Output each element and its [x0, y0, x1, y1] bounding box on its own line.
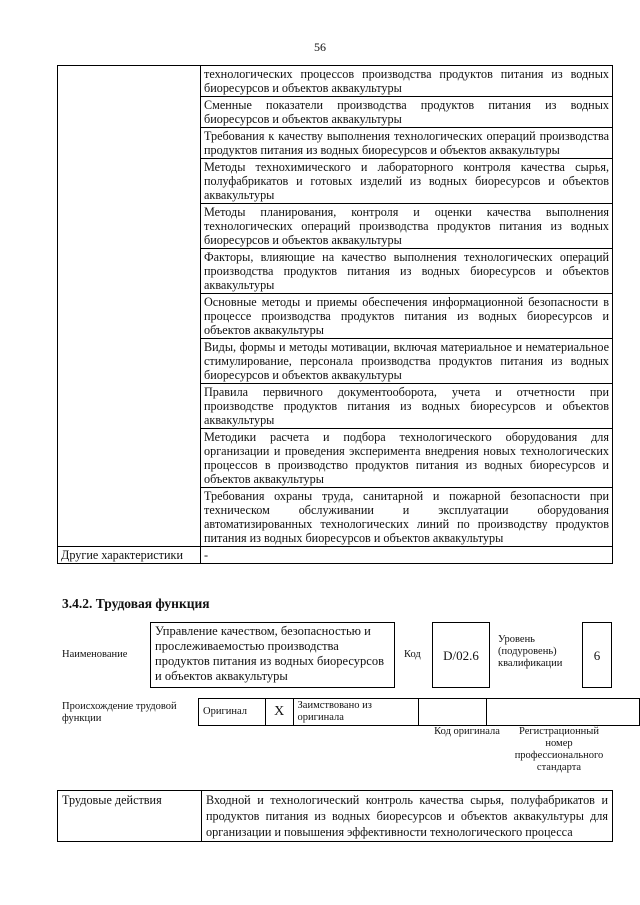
origin-reg-cell	[487, 699, 640, 726]
origin-code-cell	[419, 699, 487, 726]
code-label: Код	[404, 649, 421, 660]
knowledge-item: Требования к качеству выполнения технологических операций производства продуктов питания из водных биоресурсов и объектов аквакультуры	[201, 128, 613, 159]
knowledge-item: Правила первичного документооборота, учета и отчетности при производстве продуктов питания из водных биоресурсов и объектов аквакультуры	[201, 384, 613, 429]
actions-table	[57, 790, 613, 842]
knowledge-table	[57, 65, 613, 564]
section-title: 3.4.2. Трудовая функция	[62, 596, 210, 611]
knowledge-item: Методы технохимического и лабораторного контроля качества сырья, полуфабрикатов и готовых изделий из водных биоресурсов и объектов аквакультуры	[201, 159, 613, 204]
knowledge-label-cell	[58, 66, 201, 547]
original-mark: X	[265, 699, 293, 726]
function-level-box: 6	[582, 622, 612, 688]
knowledge-item: Требования охраны труда, санитарной и пожарной безопасности при техническом обслуживании и эксплуатации оборудования автоматизированных технологических линий по производству продуктов питания из водных биоресурсов и объектов аквакультуры	[201, 488, 613, 547]
knowledge-item: технологических процессов производства продуктов питания из водных биоресурсов и объектов аквакультуры	[201, 66, 613, 97]
function-name-box: Управление качеством, безопасностью и прослеживаемостью производства продуктов питания из водных биоресурсов и объектов аквакультуры	[150, 622, 395, 688]
knowledge-item: Методы планирования, контроля и оценки качества выполнения технологических операций производства продуктов питания из водных биоресурсов и объектов аквакультуры	[201, 204, 613, 249]
borrowed-label: Заимствовано из оригинала	[293, 699, 419, 726]
knowledge-item: Виды, формы и методы мотивации, включая материальное и нематериальное стимулирование, персонала производства продуктов питания из водных биоресурсов и объектов аквакультуры	[201, 339, 613, 384]
actions-text: Входной и технологический контроль качества сырья, полуфабрикатов и продуктов питания из водных биоресурсов и объектов аквакультуры для организации и повышения эффективности технологического процесса	[202, 791, 613, 842]
original-label: Оригинал	[199, 699, 266, 726]
reg-caption: Регистрационный номер профессионального стандарта	[514, 726, 604, 773]
actions-label: Трудовые действия	[58, 791, 202, 842]
knowledge-item: Факторы, влияющие на качество выполнения технологических операций производства продуктов питания из водных биоресурсов и объектов аквакультуры	[201, 249, 613, 294]
page-number: 56	[314, 40, 326, 54]
function-code-box: D/02.6	[432, 622, 490, 688]
knowledge-item: Основные методы и приемы обеспечения информационной безопасности в процессе производства продуктов питания из водных биоресурсов и объектов аквакультуры	[201, 294, 613, 339]
table-row	[58, 66, 613, 97]
other-label: Другие характеристики	[58, 547, 201, 564]
level-label: Уровень (подуровень) квалификации	[498, 634, 563, 669]
other-value: -	[201, 547, 613, 564]
origin-label: Происхождение трудовой функции	[62, 701, 177, 724]
origin-grid	[198, 698, 640, 726]
knowledge-item: Сменные показатели производства продуктов питания из водных биоресурсов и объектов аквакультуры	[201, 97, 613, 128]
table-row	[58, 547, 613, 564]
knowledge-item: Методики расчета и подбора технологического оборудования для организации и проведения эксперимента внедрения новых технологических процессов в производство продуктов питания из водных биоресурсов и объектов аквакультуры	[201, 429, 613, 488]
code-caption: Код оригинала	[434, 726, 500, 737]
name-label: Наименование	[62, 649, 128, 660]
